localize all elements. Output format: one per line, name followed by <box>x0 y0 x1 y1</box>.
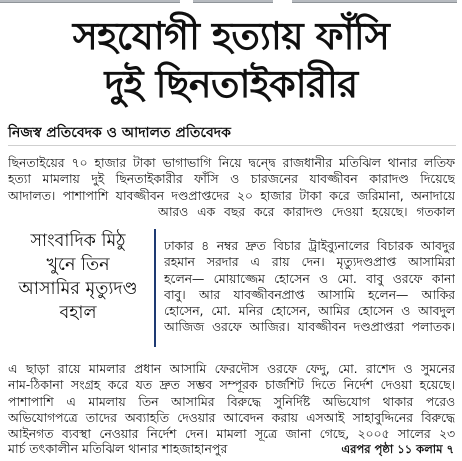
pull-quote <box>8 229 156 347</box>
body-line: হোসেন, মো. মনির হোসেন, আমির হোসেন ও আবদুল <box>164 303 455 319</box>
body-line: অভিযোগপত্রে তাদের অব্যাহতি দেওয়ার আবেদন করায় এসআই সাহাবুদ্দিনের বিরুদ্ধে <box>8 409 455 425</box>
pull-quote-line: আসামির মৃত্যুদণ্ড <box>18 279 138 299</box>
body-line: এ ছাড়া রায়ে মামলার প্রধান আসামি ফেরদৌস ওরফে ফেদু, মো. রাশেদ ও সুমনের <box>8 361 455 376</box>
body-line: আরও এক বছর করে কারাদণ্ড দেওয়া হয়েছে। গতকাল <box>158 203 455 219</box>
body-line: পাশাপাশি এ মামলায় তিন আসামির বিরুদ্ধে সুনির্দিষ্ট অভিযোগ থাকার পরেও <box>8 393 455 409</box>
body-line: বাবু। আর যাবজ্জীবনপ্রাপ্ত আসামি হলেন— আকির <box>164 286 455 302</box>
byline: নিজস্ব প্রতিবেদক ও আদালত প্রতিবেদক <box>8 125 231 141</box>
article-last-line: মার্চ তৎকালীন মতিঝিল থানার শাহজাহানপুর <box>8 441 228 456</box>
body-line: ঢাকার ৪ নম্বর দ্রুত বিচার ট্রাইব্যুনালের বিচারক আবদুর <box>164 238 455 253</box>
headline-line-1: সহযোগী হত্যায় ফাঁসি <box>72 13 390 58</box>
article-body-top <box>8 155 455 220</box>
pull-quote-line: খুনে তিন <box>46 255 110 275</box>
body-line: আজিজ ওরফে আজির। যাবজ্জীবন দণ্ডপ্রাপ্তরা পলাতক। <box>164 319 455 335</box>
body-line: আদালত। পাশাপাশি যাবজ্জীবন দণ্ডপ্রাপ্তদের ২০ হাজার টাকা করে জরিমানা, অনাদায়ে <box>8 187 455 203</box>
article-body-bottom <box>8 361 455 442</box>
pull-quote-line: সাংবাদিক মিঠু <box>30 231 126 251</box>
body-line: হত্যা মামলায় দুই ছিনতাইকারীর ফাঁসি ও চারজনের যাবজ্জীবন কারাদণ্ড দিয়েছে <box>8 171 455 187</box>
byline-divider <box>8 145 456 146</box>
body-line: রহমান সরদার এ রায় দেন। মৃত্যুদণ্ডপ্রাপ্ত আসামিরা <box>164 254 455 270</box>
continued-on-page-link[interactable]: এরপর পৃষ্ঠা ১১ কলাম ৭ <box>341 442 454 456</box>
top-decorative-rule-right <box>292 0 457 3</box>
body-line: হলেন— মোয়াজ্জেম হোসেন ও মো. বাবু ওরফে কানা <box>164 270 455 286</box>
body-line: ছিনতাইয়ের ৭০ হাজার টাকা ভাগাভাগি নিয়ে দ্বন্দ্বে রাজধানীর মতিঝিল থানার লতিফ <box>8 155 455 170</box>
body-line: আইনগত ব্যবস্থা নেওয়ার নির্দেশ দেন। মামলা সূত্রে জানা গেছে, ২০০৫ সালের ২৩ <box>8 426 455 442</box>
top-decorative-rule-middle <box>193 0 273 3</box>
article-body-right-column <box>164 238 455 336</box>
top-decorative-rule-left <box>0 0 180 3</box>
pull-quote-line: বহাল <box>59 303 97 323</box>
headline-line-2: দুই ছিনতাইকারীর <box>104 61 358 106</box>
body-line: নাম-ঠিকানা সংগ্রহ করে যত দ্রুত সম্ভব সম্পূরক চার্জশিট দিতে নির্দেশ দেওয়া হয়েছে। <box>8 377 455 393</box>
article-headline <box>0 12 462 108</box>
